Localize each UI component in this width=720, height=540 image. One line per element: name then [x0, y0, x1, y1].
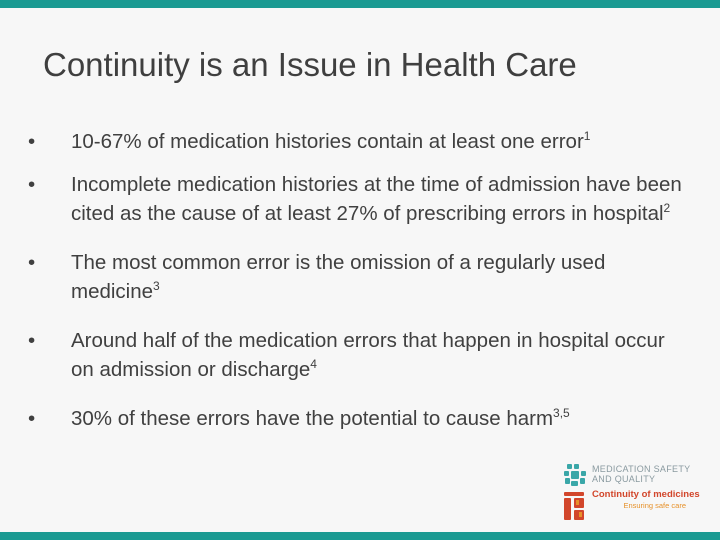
logo-line-and-quality: AND QUALITY — [592, 474, 656, 484]
bullet-item — [28, 404, 688, 433]
medication-safety-logo — [562, 462, 700, 526]
reference-number: 3,5 — [553, 406, 570, 421]
logo-line-tagline: Ensuring safe care — [623, 501, 686, 510]
logo-emblem-icon — [562, 462, 588, 524]
reference-number: 1 — [583, 129, 591, 144]
bullet-item — [28, 127, 688, 156]
reference-number: 3 — [153, 279, 160, 294]
bullet-icon: • — [28, 407, 36, 430]
bullet-text: 30% of these errors have the potential to cause harm — [71, 407, 554, 430]
bullet-text: The most common error is the omission of a regularly used medicine — [71, 251, 606, 303]
bullet-text: 10-67% of medication histories contain at least one error — [71, 130, 584, 153]
logo-text — [592, 464, 700, 511]
slide-title: Continuity is an Issue in Health Care — [43, 46, 577, 83]
bullet-icon: • — [28, 251, 36, 274]
bullet-item — [28, 248, 688, 306]
reference-number: 4 — [310, 357, 317, 372]
bullet-text: Incomplete medication histories at the time of admission have been cited as the cause of at least 27% of prescribing errors in hospital — [71, 173, 682, 225]
bullet-text: Around half of the medication errors that happen in hospital occur on admission or discharge — [71, 329, 665, 381]
bullet-list — [28, 127, 688, 433]
bullet-icon: • — [28, 130, 36, 153]
bullet-icon: • — [28, 173, 36, 196]
reference-number: 2 — [663, 201, 671, 216]
bottom-accent-bar — [0, 532, 720, 540]
bullet-item — [28, 170, 688, 228]
logo-line-continuity: Continuity of medicines — [592, 489, 700, 500]
bullet-item — [28, 326, 688, 384]
logo-line-medication-safety: MEDICATION SAFETY — [592, 464, 691, 474]
bullet-icon: • — [28, 329, 36, 352]
top-accent-bar — [0, 0, 720, 8]
